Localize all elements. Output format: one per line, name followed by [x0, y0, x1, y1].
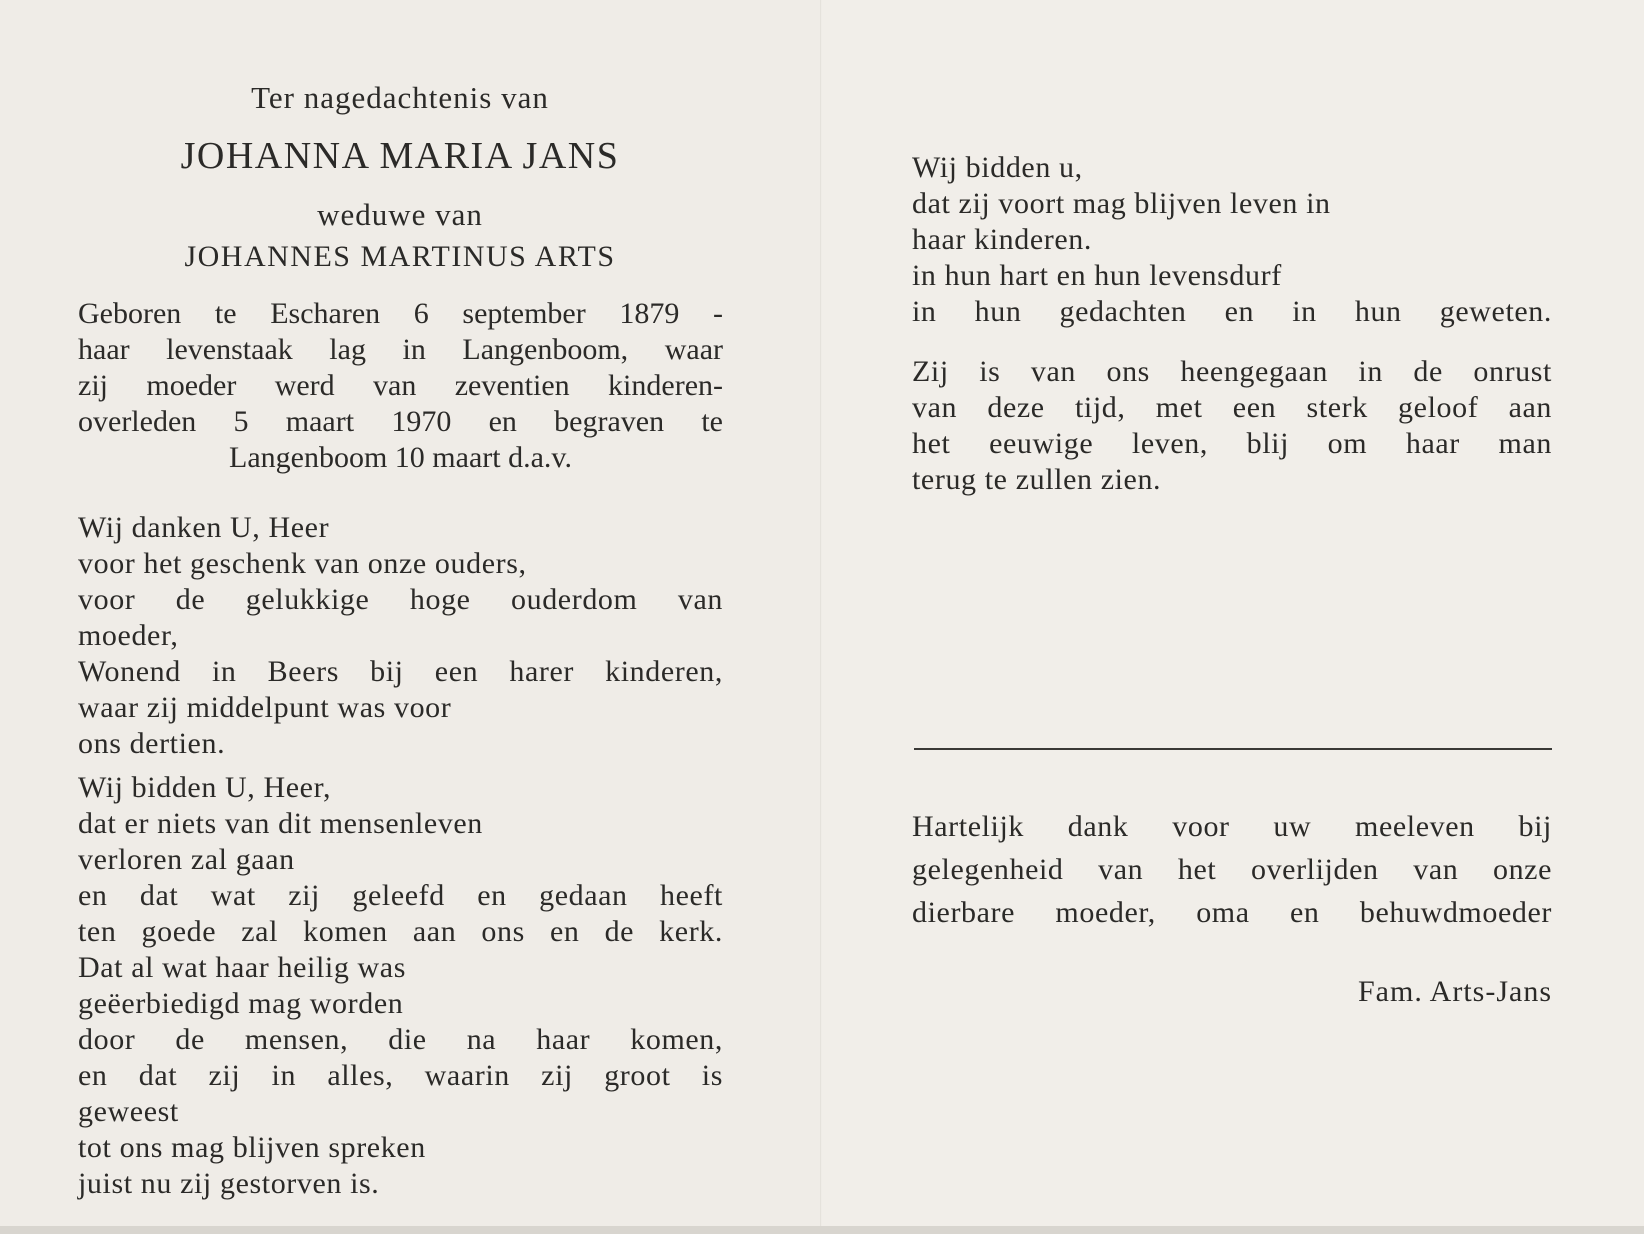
prayer-line: Wij danken U, Heer: [78, 511, 330, 544]
thanksgiving-prayer: [78, 510, 723, 762]
prayer-line: moeder,: [78, 619, 179, 652]
thank-you-note: [912, 805, 1552, 934]
prayer-line: tot ons mag blijven spreken: [78, 1131, 426, 1164]
intercession-prayer: [78, 770, 723, 1202]
prayer-line: verloren zal gaan: [78, 843, 295, 876]
bio-line: zij moeder werd van zeventien kinderen-: [78, 369, 723, 402]
verse-line: terug te zullen zien.: [912, 463, 1162, 496]
husband-name: JOHANNES MARTINUS ARTS: [184, 240, 616, 273]
divider-line: [914, 748, 1552, 750]
widow-of-text: weduwe van: [317, 197, 483, 232]
bio-line: Geboren te Escharen 6 september 1879 -: [78, 297, 723, 330]
deceased-name: JOHANNA MARIA JANS: [180, 135, 620, 177]
prayer-line: voor de gelukkige hoge ouderdom van: [78, 583, 723, 616]
prayer-line: en dat zij in alles, waarin zij groot is: [78, 1059, 723, 1092]
card-fold: [820, 0, 822, 1234]
verse-line: Wij bidden u,: [912, 151, 1083, 184]
prayer-line: en dat wat zij geleefd en gedaan heeft: [78, 879, 723, 912]
prayer-line: ten goede zal komen aan ons en de kerk.: [78, 915, 723, 948]
verse-line: haar kinderen.: [912, 223, 1092, 256]
prayer-line: geëerbiedigd mag worden: [78, 987, 404, 1020]
verse-line: Zij is van ons heengegaan in de onrust: [912, 355, 1552, 388]
prayer-line: waar zij middelpunt was voor: [78, 691, 452, 724]
farewell-verse: [912, 354, 1552, 498]
card-bottom-edge: [0, 1226, 1644, 1234]
prayer-line: dat er niets van dit mensenleven: [78, 807, 483, 840]
thanks-line: dierbare moeder, oma en behuwdmoeder: [912, 896, 1552, 929]
verse-line: dat zij voort mag blijven leven in: [912, 187, 1331, 220]
left-panel: [0, 0, 820, 1234]
prayer-line: door de mensen, die na haar komen,: [78, 1023, 723, 1056]
prayer-line: Wij bidden U, Heer,: [78, 771, 332, 804]
thanks-line: Hartelijk dank voor uw meeleven bij: [912, 810, 1552, 843]
verse-line: in hun gedachten en in hun geweten.: [912, 295, 1552, 328]
prayer-line: ons dertien.: [78, 727, 226, 760]
prayer-line: voor het geschenk van onze ouders,: [78, 547, 527, 580]
prayer-line: Wonend in Beers bij een harer kinderen,: [78, 655, 723, 688]
bio-line: Langenboom 10 maart d.a.v.: [229, 441, 572, 474]
thanks-line: gelegenheid van het overlijden van onze: [912, 853, 1552, 886]
prayer-verse: [912, 150, 1552, 330]
prayer-line: juist nu zij gestorven is.: [78, 1167, 380, 1200]
intro-text: Ter nagedachtenis van: [251, 80, 549, 115]
bio-line: haar levenstaak lag in Langenboom, waar: [78, 333, 723, 366]
verse-line: het eeuwige leven, blij om haar man: [912, 427, 1552, 460]
family-signature: Fam. Arts-Jans: [1358, 975, 1552, 1008]
prayer-line: Dat al wat haar heilig was: [78, 951, 406, 984]
biography: [78, 296, 723, 476]
bio-line: overleden 5 maart 1970 en begraven te: [78, 405, 723, 438]
verse-line: van deze tijd, met een sterk geloof aan: [912, 391, 1552, 424]
prayer-line: geweest: [78, 1095, 179, 1128]
verse-line: in hun hart en hun levensdurf: [912, 259, 1282, 292]
